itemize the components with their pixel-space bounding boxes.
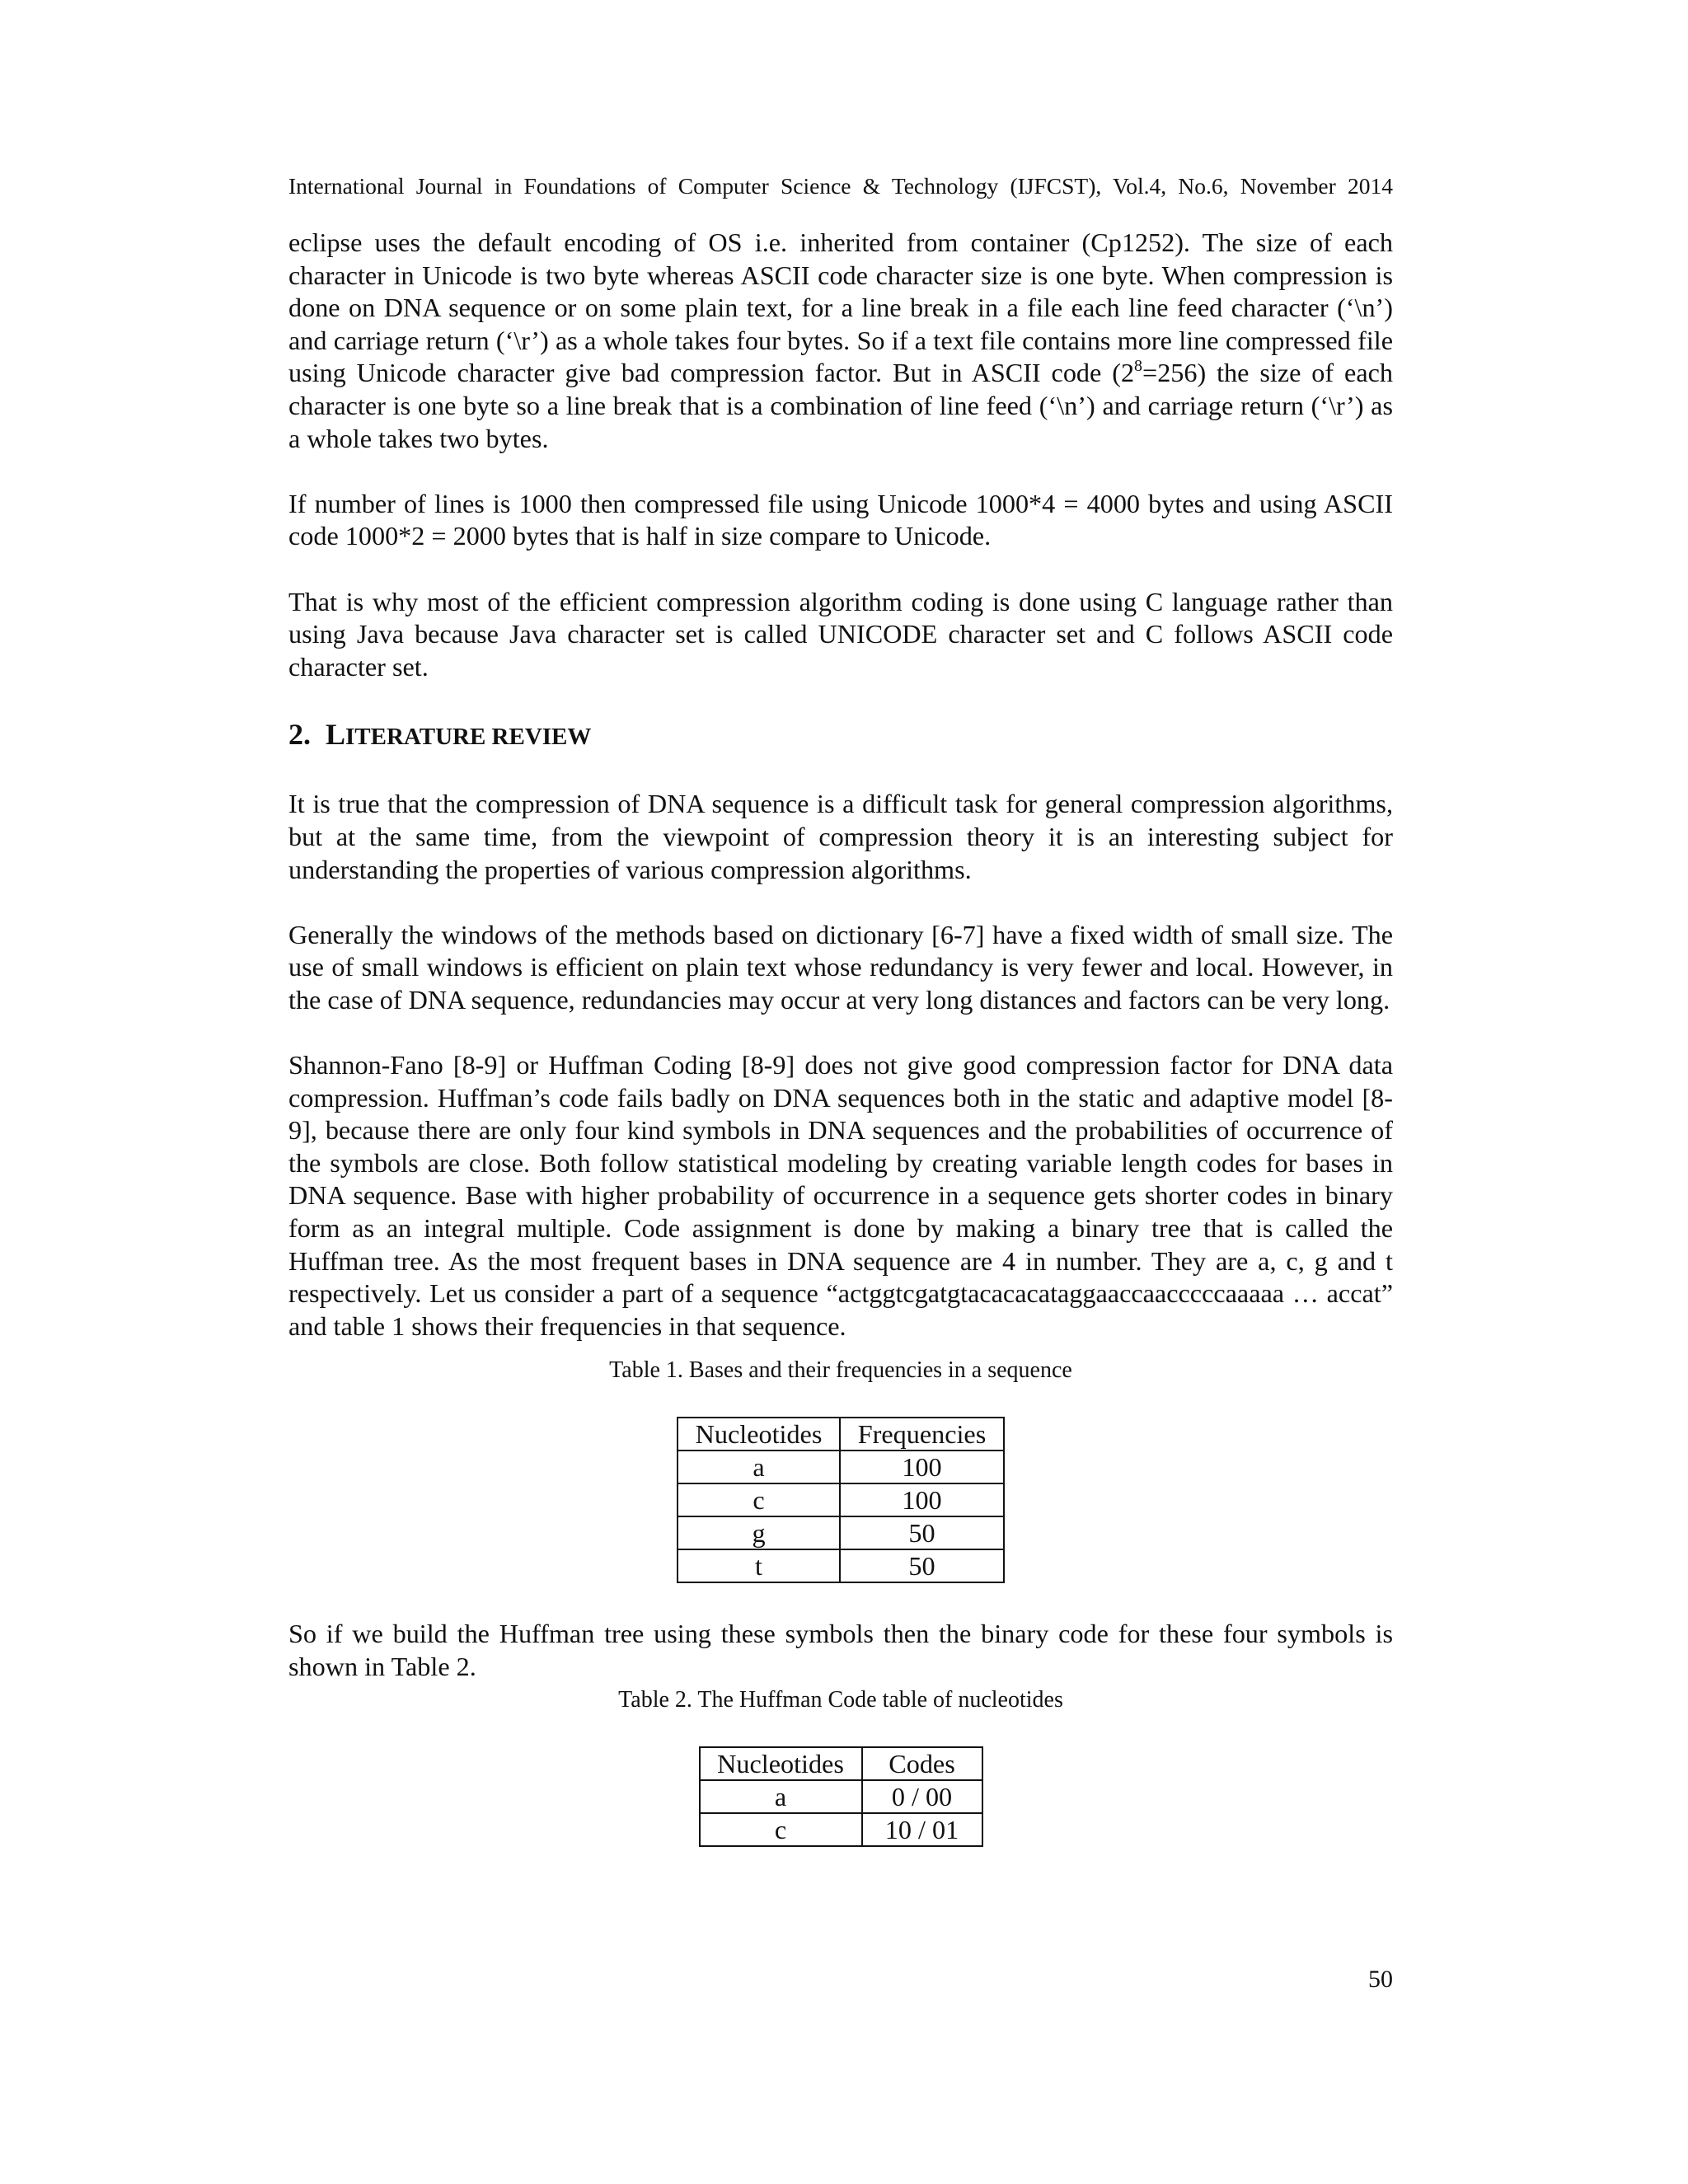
table-header-cell: Nucleotides [678, 1418, 840, 1451]
table-cell: 100 [840, 1451, 1004, 1483]
table-row [700, 1780, 982, 1813]
table-header-row [678, 1418, 1004, 1451]
section-number: 2. [288, 718, 311, 752]
table-row [700, 1813, 982, 1846]
page-number: 50 [1368, 1966, 1393, 1993]
running-header: International Journal in Foundations of Computer Science & Technology (IJFCST), Vol.4, No.6, November 2014 [288, 173, 1393, 199]
table-cell: t [678, 1549, 840, 1582]
table-cell: 50 [840, 1549, 1004, 1582]
paragraph-encoding-part1: eclipse uses the default encoding of OS i.e. inherited from container (Cp1252). The size of each character in Unicode is two byte whereas ASCII code character size is one byte. When compression is done on DNA sequence or on some plain text, for a line break in a file each line feed character (‘\n’) and carriage return (‘\r’) as a whole takes four bytes. So if a text file contains more line compressed file using Unicode character give bad compression factor. But in ASCII code (2 [288, 227, 1393, 388]
paragraph-huffman: Shannon-Fano [8-9] or Huffman Coding [8-9] does not give good compression factor for DNA data compression. Huffman’s code fails badly on DNA sequences both in the static and adaptive model [8-9], because there are only four kind symbols in DNA sequences and the probabilities of occurrence of the symbols are close. Both follow statistical modeling by creating variable length codes for bases in DNA sequence. Base with higher probability of occurrence in a sequence gets shorter codes in binary form as an integral multiple. Code assignment is done by making a binary tree that is called the Huffman tree. As the most frequent bases in DNA sequence are 4 in number. They are a, c, g and t respectively. Let us consider a part of a sequence “actggtcgatgtacacacataggaaccaacccccaaaaa … accat” and table 1 shows their frequencies in that sequence. [288, 1050, 1393, 1341]
table-header-cell: Codes [862, 1747, 982, 1780]
table-row [678, 1516, 1004, 1549]
paragraph-dictionary-windows: Generally the windows of the methods based on dictionary [6-7] have a fixed width of small size. The use of small windows is efficient on plain text whose redundancy is very fewer and local. However, in the case of DNA sequence, redundancies may occur at very long distances and factors can be very long. [288, 919, 1393, 1015]
table-cell: 0 / 00 [862, 1780, 982, 1813]
paragraph-encoding-part2: =256) the size of each character is one byte so a line break that is a combination of line feed (‘\n’) and carriage return (‘\r’) as a whole takes two bytes. [288, 358, 1393, 453]
body-text [288, 227, 1393, 1847]
section-heading [288, 716, 1393, 755]
table-cell: g [678, 1516, 840, 1549]
table-cell: 10 / 01 [862, 1813, 982, 1846]
paragraph-encoding [288, 227, 1393, 455]
paper-page [288, 0, 1393, 2184]
table1-caption: Table 1. Bases and their frequencies in a sequence [609, 1357, 1072, 1384]
table-header-cell: Nucleotides [700, 1747, 862, 1780]
table-row [678, 1483, 1004, 1516]
paragraph-huffman-tree: So if we build the Huffman tree using these symbols then the binary code for these four symbols is shown in Table 2. [288, 1619, 1393, 1681]
table-cell: 50 [840, 1516, 1004, 1549]
table-header-row [700, 1747, 982, 1780]
superscript-exponent: 8 [1134, 357, 1143, 376]
paragraph-c-vs-java: That is why most of the efficient compression algorithm coding is done using C language rather than using Java because Java character set is called UNICODE character set and C follows ASCII code character set. [288, 586, 1393, 682]
table-cell: 100 [840, 1483, 1004, 1516]
table-frequencies [677, 1417, 1005, 1583]
table-header-cell: Frequencies [840, 1418, 1004, 1451]
table-cell: a [700, 1780, 862, 1813]
table-cell: a [678, 1451, 840, 1483]
table-cell: c [700, 1813, 862, 1846]
table2-caption: Table 2. The Huffman Code table of nucleotides [618, 1686, 1063, 1713]
table-row [678, 1451, 1004, 1483]
table-cell: c [678, 1483, 840, 1516]
section-title-rest: ITERATURE REVIEW [345, 724, 592, 751]
paragraph-dna-compression: It is true that the compression of DNA sequence is a difficult task for general compression algorithms, but at the same time, from the viewpoint of compression theory it is an interesting subject for understanding the properties of various compression algorithms. [288, 789, 1393, 884]
table-huffman-codes [699, 1746, 983, 1847]
section-title-initial: L [326, 718, 346, 752]
table-row [678, 1549, 1004, 1582]
paragraph-line-bytes: If number of lines is 1000 then compressed file using Unicode 1000*4 = 4000 bytes and using ASCII code 1000*2 = 2000 bytes that is half in size compare to Unicode. [288, 488, 1393, 551]
